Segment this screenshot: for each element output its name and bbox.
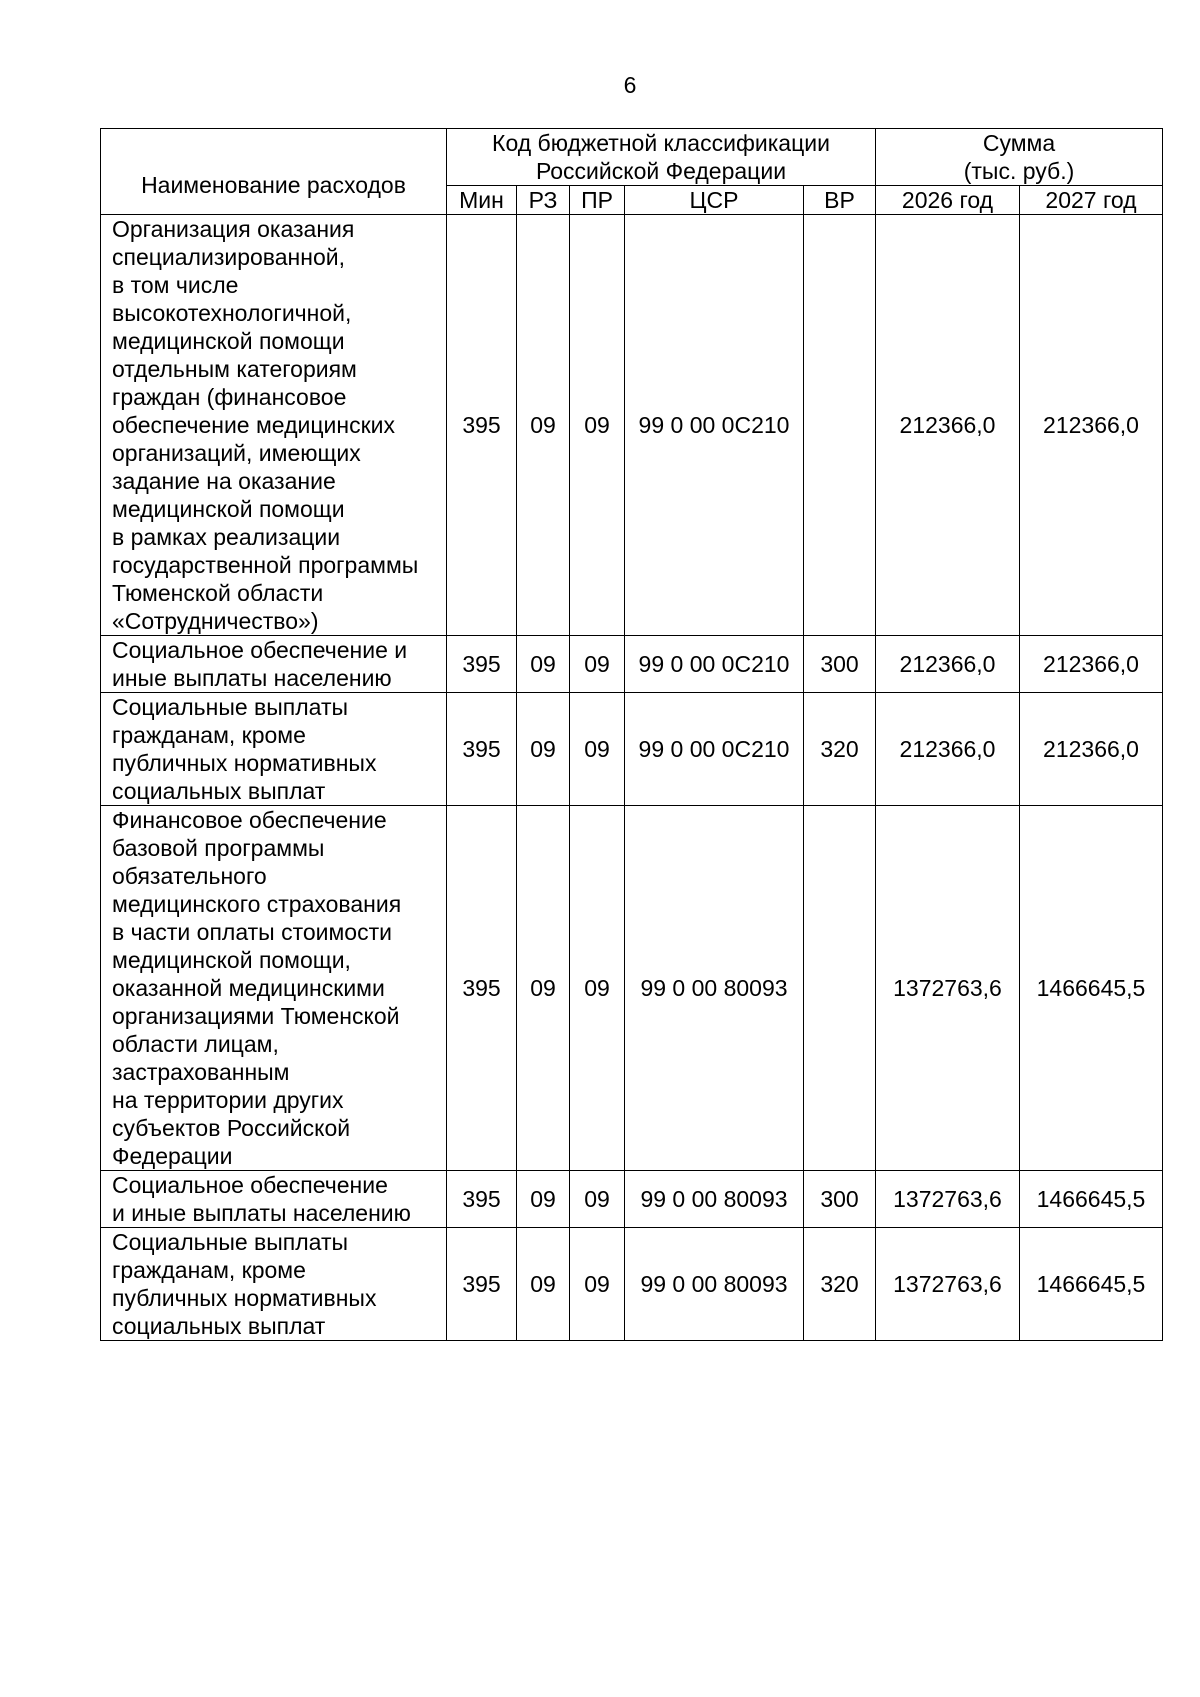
col-header-vr: ВР [804,186,876,215]
code-group-header: Код бюджетной классификации Российской Федерации [447,129,876,186]
table-row [101,215,1163,636]
expense-name [101,806,447,1171]
section-code: 09 [517,215,570,636]
sum-group-header: Сумма (тыс. руб.) [876,129,1163,186]
expense-name-line: специализированной, [112,244,345,270]
expense-name-line: публичных нормативных [112,750,377,776]
name-column-header: Наименование расходов [101,129,447,215]
section-code: 09 [517,636,570,693]
table-row [101,806,1163,1171]
section-code: 09 [517,1228,570,1341]
expense-type-code [804,806,876,1171]
expense-name-line: государственной программы [112,552,419,578]
table-row [101,693,1163,806]
amount-2026: 212366,0 [876,215,1020,636]
amount-2027: 212366,0 [1020,215,1163,636]
subsection-code: 09 [570,636,625,693]
col-header-min: Мин [447,186,517,215]
expense-name-line: базовой программы [112,835,325,861]
amount-2026: 1372763,6 [876,1171,1020,1228]
expense-name-line: субъектов Российской [112,1115,351,1141]
expense-type-code: 300 [804,636,876,693]
col-header-2026: 2026 год [876,186,1020,215]
ministry-code: 395 [447,693,517,806]
expense-name-line: Финансовое обеспечение [112,807,387,833]
amount-2026: 1372763,6 [876,806,1020,1171]
expense-type-code: 320 [804,693,876,806]
table-row [101,636,1163,693]
subsection-code: 09 [570,215,625,636]
amount-2026: 212366,0 [876,693,1020,806]
expense-name-line: в том числе [112,272,239,298]
expense-name-line: в части оплаты стоимости [112,919,392,945]
section-code: 09 [517,1171,570,1228]
expense-name-line: гражданам, кроме [112,722,306,748]
ministry-code: 395 [447,215,517,636]
expense-name [101,693,447,806]
expense-name-line: социальных выплат [112,1313,326,1339]
col-header-2027: 2027 год [1020,186,1163,215]
expense-name-line: Тюменской области [112,580,324,606]
amount-2027: 212366,0 [1020,693,1163,806]
ministry-code: 395 [447,1228,517,1341]
subsection-code: 09 [570,806,625,1171]
amount-2027: 1466645,5 [1020,1171,1163,1228]
ministry-code: 395 [447,636,517,693]
expense-name-line: в рамках реализации [112,524,341,550]
expense-name [101,1171,447,1228]
budget-table [100,128,1163,1341]
expense-name-line: Организация оказания [112,216,355,242]
expense-name-line: медицинской помощи, [112,947,351,973]
subsection-code: 09 [570,693,625,806]
target-item-code: 99 0 00 0С210 [625,693,804,806]
expense-name-line: гражданам, кроме [112,1257,306,1283]
subsection-code: 09 [570,1228,625,1341]
expense-name [101,215,447,636]
col-header-csr: ЦСР [625,186,804,215]
expense-name-line: социальных выплат [112,778,326,804]
ministry-code: 395 [447,1171,517,1228]
table-header [101,129,1163,215]
target-item-code: 99 0 00 80093 [625,1228,804,1341]
expense-name-line: граждан (финансовое [112,384,347,410]
expense-name-line: медицинской помощи [112,328,345,354]
expense-name-line: высокотехнологичной, [112,300,352,326]
expense-name-line: Социальное обеспечение и [112,637,408,663]
expense-type-code: 320 [804,1228,876,1341]
amount-2026: 212366,0 [876,636,1020,693]
subsection-code: 09 [570,1171,625,1228]
expense-name [101,1228,447,1341]
col-header-rz: РЗ [517,186,570,215]
expense-name-line: области лицам, [112,1031,279,1057]
expense-name-line: иные выплаты населению [112,665,392,691]
col-header-pr: ПР [570,186,625,215]
expense-type-code [804,215,876,636]
expense-name-line: публичных нормативных [112,1285,377,1311]
table-row [101,1171,1163,1228]
amount-2026: 1372763,6 [876,1228,1020,1341]
expense-name-line: оказанной медицинскими [112,975,385,1001]
expense-name-line: Федерации [112,1143,233,1169]
expense-name-line: на территории других [112,1087,344,1113]
target-item-code: 99 0 00 80093 [625,1171,804,1228]
expense-name-line: организациями Тюменской [112,1003,400,1029]
ministry-code: 395 [447,806,517,1171]
table-body [101,215,1163,1341]
section-code: 09 [517,806,570,1171]
section-code: 09 [517,693,570,806]
expense-name [101,636,447,693]
amount-2027: 1466645,5 [1020,1228,1163,1341]
expense-name-line: и иные выплаты населению [112,1200,411,1226]
expense-name-line: Социальные выплаты [112,694,349,720]
target-item-code: 99 0 00 80093 [625,806,804,1171]
table-row [101,1228,1163,1341]
expense-name-line: медицинской помощи [112,496,345,522]
expense-name-line: организаций, имеющих [112,440,361,466]
expense-name-line: медицинского страхования [112,891,402,917]
expense-type-code: 300 [804,1171,876,1228]
target-item-code: 99 0 00 0С210 [625,215,804,636]
expense-name-line: обязательного [112,863,267,889]
expense-name-line: обеспечение медицинских [112,412,395,438]
amount-2027: 212366,0 [1020,636,1163,693]
expense-name-line: застрахованным [112,1059,290,1085]
expense-name-line: Социальное обеспечение [112,1172,388,1198]
expense-name-line: задание на оказание [112,468,336,494]
expense-name-line: Социальные выплаты [112,1229,349,1255]
page-number: 6 [623,72,637,98]
expense-name-line: отдельным категориям [112,356,357,382]
expense-name-line: «Сотрудничество») [112,608,319,634]
amount-2027: 1466645,5 [1020,806,1163,1171]
target-item-code: 99 0 00 0С210 [625,636,804,693]
